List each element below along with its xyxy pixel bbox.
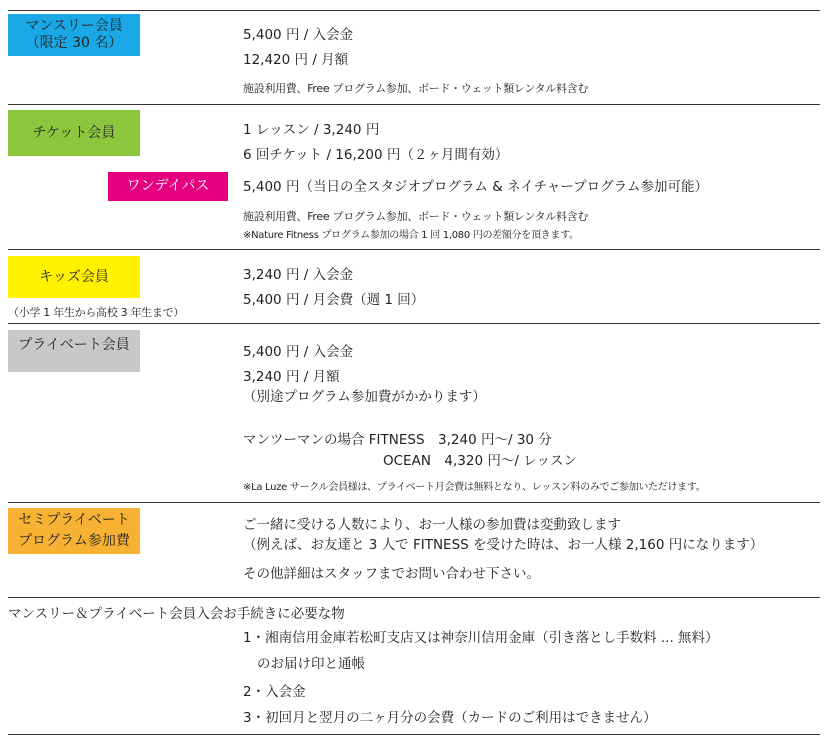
private-member-tag	[8, 330, 140, 372]
monthly-line-1: 5,400 円 / 入会金	[243, 27, 354, 43]
ticket-line-1: 1 レッスン / 3,240 円	[243, 122, 380, 138]
ticket-member-tag	[8, 110, 140, 156]
kids-line-2: 5,400 円 / 月会費（週 1 回）	[243, 292, 425, 308]
ticket-line-2: 6 回チケット / 16,200 円（２ヶ月間有効）	[243, 147, 509, 163]
kids-tag-label: キッズ会員	[39, 268, 109, 285]
kids-line-1: 3,240 円 / 入会金	[243, 267, 354, 283]
divider	[8, 249, 820, 250]
monthly-tag-line-1: マンスリー会員	[25, 18, 123, 34]
monthly-tag-line-2: （限定 30 名）	[25, 35, 123, 51]
divider	[8, 323, 820, 324]
private-ocean: OCEAN 4,320 円～/ レッスン	[383, 453, 578, 469]
private-tag-label: プライベート会員	[18, 337, 130, 353]
divider	[8, 734, 820, 735]
kids-member-tag	[8, 256, 140, 298]
private-line-1: 5,400 円 / 入会金	[243, 344, 354, 360]
ticket-note: 施設利用費、Free プログラム参加、ボード・ウェット類レンタル料含む	[243, 210, 589, 223]
semi-line-2: （例えば、お友達と 3 人で FITNESS を受けた時は、お一人様 2,160 円になります）	[243, 537, 764, 553]
requirement-item-1-cont: のお届け印と通帳	[257, 656, 365, 672]
ticket-note-2: ※Nature Fitness プログラム参加の場合 1 回 1,080 円の差額分を頂きます。	[243, 230, 579, 241]
private-man-to-man: マンツーマンの場合 FITNESS 3,240 円～/ 30 分	[243, 432, 552, 448]
semi-line-3: その他詳細はスタッフまでお問い合わせ下さい。	[243, 566, 540, 582]
requirement-item-1: 1・湘南信用金庫若松町支店又は神奈川信用金庫（引き落とし手数料 ... 無料）	[243, 630, 719, 646]
divider	[8, 597, 820, 598]
oneday-pass-tag	[108, 172, 228, 201]
divider	[8, 10, 820, 11]
private-line-2: 3,240 円 / 月額	[243, 369, 340, 385]
private-line-3: （別途プログラム参加費がかかります）	[243, 389, 486, 405]
requirement-item-3: 3・初回月と翌月の二ヶ月分の会費（カードのご利用はできません）	[243, 710, 657, 726]
semi-tag-line-1: セミプライベート	[18, 512, 130, 528]
semi-line-1: ご一緒に受ける人数により、お一人様の参加費は変動致します	[243, 517, 621, 533]
divider	[8, 502, 820, 503]
oneday-line: 5,400 円（当日の全スタジオプログラム & ネイチャープログラム参加可能）	[243, 179, 709, 195]
monthly-line-2: 12,420 円 / 月額	[243, 52, 349, 68]
private-note: ※La Luze サークル会員様は、プライベート月会費は無料となり、レッスン料のみでご参加いただけます。	[243, 482, 706, 493]
monthly-note: 施設利用費、Free プログラム参加、ボード・ウェット類レンタル料含む	[243, 82, 589, 95]
oneday-tag-label: ワンデイパス	[126, 178, 210, 194]
divider	[8, 104, 820, 105]
requirement-item-2: 2・入会金	[243, 684, 306, 700]
monthly-member-tag	[8, 14, 140, 56]
kids-sub: （小学 1 年生から高校 3 年生まで）	[8, 306, 184, 319]
requirements-heading: マンスリー＆プライベート会員入会お手続きに必要な物	[8, 606, 345, 622]
semi-tag-line-2: プログラム参加費	[18, 533, 130, 549]
ticket-tag-label: チケット会員	[32, 124, 116, 141]
semi-private-tag	[8, 508, 140, 554]
